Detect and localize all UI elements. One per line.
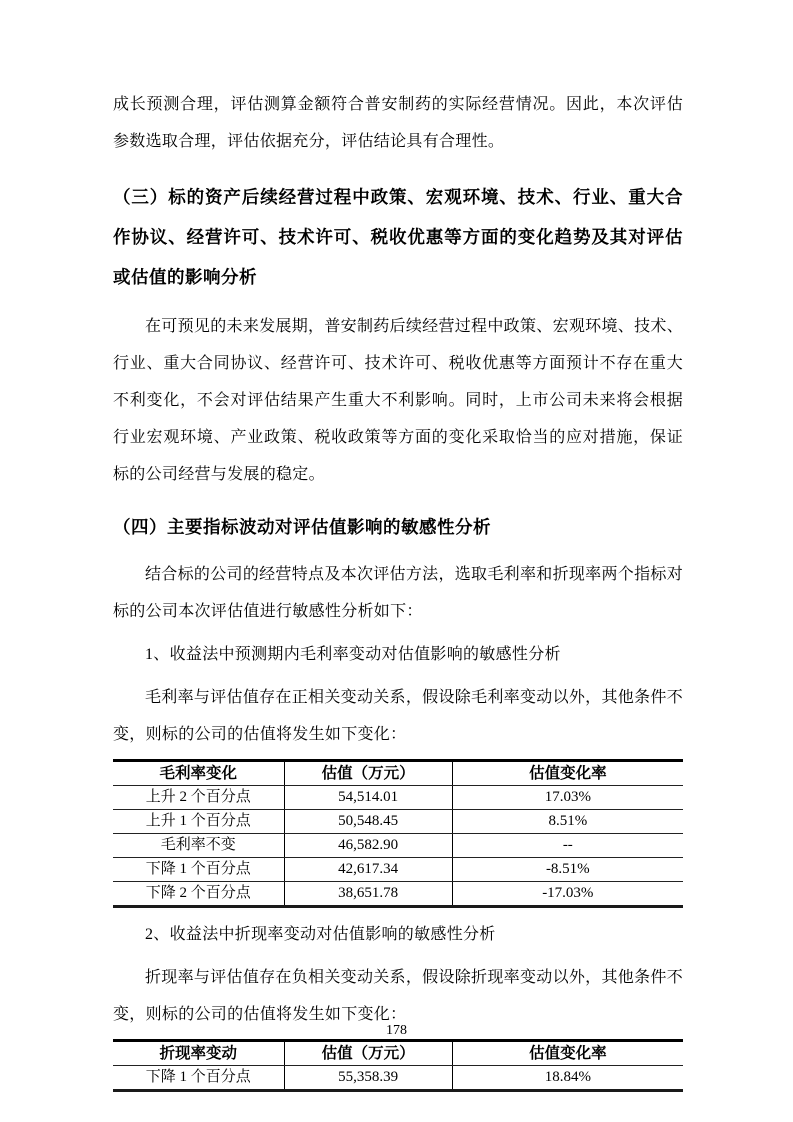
table-cell: 54,514.01: [284, 786, 452, 810]
table-cell: -8.51%: [452, 858, 683, 882]
header-discount-change: 折现率变动: [113, 1041, 284, 1066]
table-row: [113, 786, 683, 810]
page-content: [113, 86, 683, 1100]
table-cell: 下降 2 个百分点: [113, 882, 284, 907]
table-cell: 下降 1 个百分点: [113, 1066, 284, 1091]
table-cell: 55,358.39: [284, 1066, 452, 1091]
discount-rate-sensitivity-table: [113, 1039, 683, 1092]
table-row: [113, 1066, 683, 1091]
item2-body: 折现率与评估值存在负相关变动关系，假设除折现率变动以外，其他条件不变，则标的公司的估值将发生如下变化：: [113, 969, 683, 1023]
table-cell: 50,548.45: [284, 810, 452, 834]
section4-intro: 结合标的公司的经营特点及本次评估方法，选取毛利率和折现率两个指标对标的公司本次评估值进行敏感性分析如下：: [113, 566, 683, 620]
table-cell: -17.03%: [542, 885, 594, 901]
item1-body: 毛利率与评估值存在正相关变动关系，假设除毛利率变动以外，其他条件不变，则标的公司的估值将发生如下变化：: [113, 689, 683, 743]
table-cell: 38,651.78: [284, 882, 452, 907]
table-cell: --: [452, 834, 683, 858]
header-valuation: 估值（万元）: [284, 1041, 452, 1066]
table-row: [113, 882, 683, 907]
table-cell: 毛利率不变: [113, 834, 284, 858]
item1-title: 1、收益法中预测期内毛利率变动对估值影响的敏感性分析: [145, 646, 561, 663]
page-number: 178: [386, 1023, 407, 1038]
table-cell: 8.51%: [452, 810, 683, 834]
table-cell: 上升 2 个百分点: [113, 786, 284, 810]
gross-margin-sensitivity-table: [113, 759, 683, 908]
section4-heading: （四）主要指标波动对评估值影响的敏感性分析: [113, 517, 491, 537]
table-cell: 46,582.90: [284, 834, 452, 858]
table-cell: 18.84%: [544, 1069, 591, 1085]
intro-paragraph: 成长预测合理，评估测算金额符合普安制药的实际经营情况。因此，本次评估参数选取合理，评估依据充分，评估结论具有合理性。: [113, 96, 683, 150]
header-valuation-change-rate: 估值变化率: [452, 761, 683, 786]
header-valuation: 估值（万元）: [284, 761, 452, 786]
item2-title: 2、收益法中折现率变动对估值影响的敏感性分析: [145, 926, 496, 943]
table-header-row: [113, 1041, 683, 1066]
table-cell: 下降 1 个百分点: [113, 858, 284, 882]
header-valuation-change-rate: 估值变化率: [452, 1041, 683, 1066]
section3-body: 在可预见的未来发展期，普安制药后续经营过程中政策、宏观环境、技术、行业、重大合同协议、经营许可、技术许可、税收优惠等方面预计不存在重大不利变化，不会对评估结果产生重大不利影响。同时，上市公司未来将会根据行业宏观环境、产业政策、税收政策等方面的变化采取恰当的应对措施，保证标的公司经营与发展的稳定。: [113, 318, 683, 483]
table-row: [113, 810, 683, 834]
table-row: [113, 858, 683, 882]
table-cell: 42,617.34: [284, 858, 452, 882]
header-margin-change: 毛利率变化: [113, 761, 284, 786]
table-cell: 17.03%: [452, 786, 683, 810]
section3-heading: （三）标的资产后续经营过程中政策、宏观环境、技术、行业、重大合作协议、经营许可、技术许可、税收优惠等方面的变化趋势及其对评估或估值的影响分析: [113, 187, 683, 287]
table-cell: 上升 1 个百分点: [113, 810, 284, 834]
table-row: [113, 834, 683, 858]
table-header-row: [113, 761, 683, 786]
